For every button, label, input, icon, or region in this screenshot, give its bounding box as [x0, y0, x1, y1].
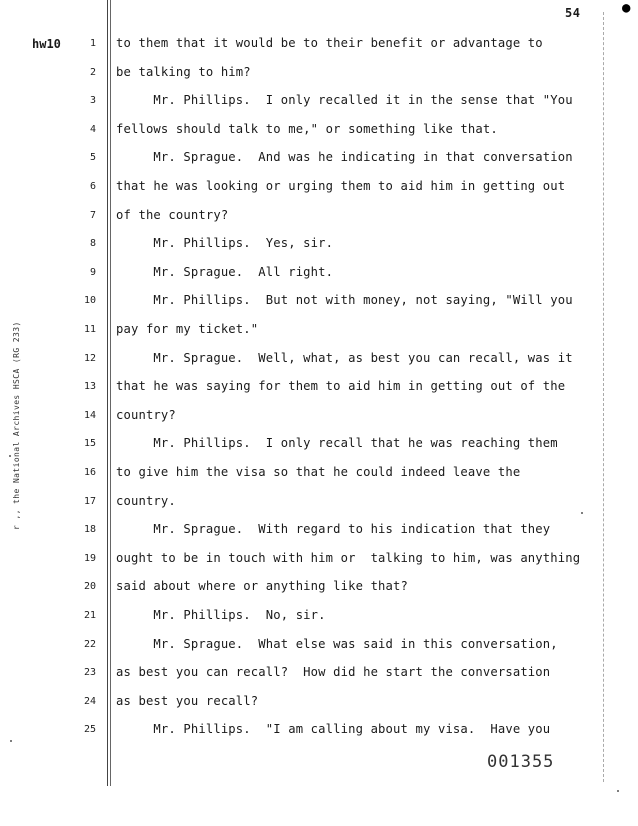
line-number: 20 [83, 581, 96, 593]
transcript-line: as best you recall? [116, 693, 259, 708]
reporter-id: hw10 [32, 37, 61, 51]
transcript-line: ought to be in touch with him or talking to him, was anything [116, 550, 581, 565]
scan-speck [9, 455, 11, 457]
line-number: 9 [89, 266, 96, 278]
transcript-line: to give him the visa so that he could indeed leave the [116, 465, 521, 479]
transcript-line: country? [116, 407, 176, 422]
transcript-line: as best you can recall? How did he start the conversation [116, 665, 551, 680]
line-number: 15 [83, 438, 96, 450]
transcript-line: Mr. Sprague. What else was said in this conversation, [116, 636, 558, 651]
transcript-line: that he was looking or urging them to aid him in getting out [116, 179, 566, 193]
line-number: 8 [89, 238, 96, 250]
line-number: 7 [89, 209, 96, 221]
transcript-line: Mr. Phillips. No, sir. [116, 608, 326, 622]
margin-note-container [5, 300, 19, 540]
scan-speck [10, 740, 12, 742]
line-number: 25 [83, 724, 96, 736]
transcript-line: Mr. Sprague. Well, what, as best you can recall, was it [116, 350, 573, 365]
transcript-line: country. [116, 493, 176, 508]
left-margin-rule [107, 0, 108, 786]
line-number: 3 [89, 95, 96, 107]
transcript-line: Mr. Phillips. "I am calling about my visa. Have you [116, 722, 551, 737]
line-number: 10 [83, 295, 96, 307]
document-id-stamp: 001355 [487, 752, 555, 772]
line-number: 11 [83, 324, 96, 335]
transcript-line: of the country? [116, 207, 229, 222]
transcript-line: be talking to him? [116, 64, 251, 79]
line-number: 24 [83, 695, 96, 707]
transcript-line: said about where or anything like that? [116, 579, 409, 594]
line-number: 5 [89, 152, 96, 164]
transcript-line: Mr. Phillips. Yes, sir. [116, 236, 334, 251]
page-number: 54 [565, 6, 581, 20]
left-margin-rule-inner [110, 0, 111, 786]
transcript-line: Mr. Phillips. I only recalled it in the sense that "You [116, 93, 573, 108]
transcript-line: Mr. Phillips. I only recall that he was reaching them [116, 436, 558, 451]
right-margin-rule [603, 12, 605, 782]
line-number: 12 [83, 352, 96, 364]
transcript-line: fellows should talk to me," or something like that. [116, 121, 498, 136]
transcript-line: pay for my ticket." [116, 322, 259, 336]
transcript-line: Mr. Sprague. With regard to his indication that they [116, 522, 551, 537]
line-number: 19 [83, 552, 96, 564]
line-number: 6 [89, 181, 96, 192]
archive-margin-note: r ,, the National Archives HSCA (RG 233) [12, 321, 21, 530]
corner-mark: ● [622, 0, 631, 16]
transcript-line: to them that it would be to their benefit or advantage to [116, 36, 543, 50]
line-number: 17 [83, 495, 96, 507]
line-number: 2 [89, 66, 96, 78]
line-number: 16 [83, 467, 96, 478]
transcript-line: Mr. Sprague. And was he indicating in that conversation [116, 150, 573, 165]
transcript-line: Mr. Sprague. All right. [116, 264, 334, 279]
line-number: 18 [83, 524, 96, 536]
line-number: 14 [83, 409, 96, 421]
line-number: 13 [83, 381, 96, 393]
transcript-line: Mr. Phillips. But not with money, not saying, "Will you [116, 293, 573, 308]
line-number: 1 [89, 38, 96, 49]
line-number: 4 [89, 123, 96, 135]
line-number: 22 [83, 638, 96, 650]
line-number: 23 [83, 667, 96, 679]
scan-speck [617, 790, 619, 792]
scan-speck [581, 512, 583, 514]
transcript-line: that he was saying for them to aid him in getting out of the [116, 379, 566, 394]
line-number: 21 [83, 610, 96, 621]
